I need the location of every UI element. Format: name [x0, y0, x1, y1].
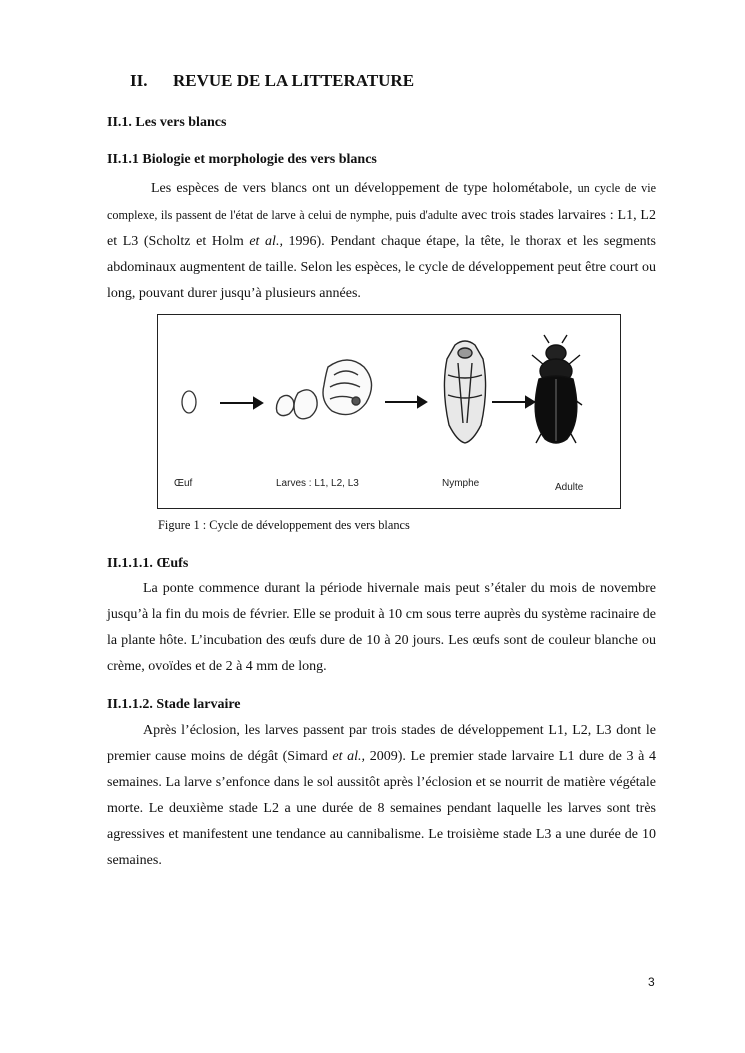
label-egg: Œuf: [174, 478, 193, 489]
egg-illustration: [182, 391, 196, 413]
chapter-title-text: REVUE DE LA LITTERATURE: [173, 71, 415, 90]
pupa-illustration: [444, 341, 485, 443]
section-heading-oeufs: II.1.1.1. Œufs: [107, 556, 189, 571]
paragraph-biologie: [107, 175, 656, 307]
label-larvae: Larves : L1, L2, L3: [276, 478, 359, 489]
paragraph-oeufs: [107, 576, 656, 680]
figure-lifecycle: [157, 314, 621, 509]
page-number: 3: [648, 975, 655, 989]
text-run: 2009). Le premier stade larvaire L1 dure de 3 à 4 semaines. La larve s’enfonce dans le sol aussitôt après l’éclosion et se nourrit de matière végétale morte. Le deuxième stade L2 a une durée de 8 semaines pendant laquelle les larves sont très agressives et manifestent une tendance au cannibalisme. Le troisième stade L3 a une durée de 10 semaines.: [107, 749, 657, 868]
lifecycle-illustration: [158, 315, 620, 508]
text-run: Après l’éclosion, les larves passent par trois stades de développement L1, L2, L3 dont le premier cause moins de dégât (Simard: [107, 723, 656, 764]
label-adult: Adulte: [555, 482, 584, 493]
text-run: 1996). Pendant chaque étape, la tête, le thorax et les segments abdominaux augmentent de taille. Selon les espèces, le cycle de développement peut être court ou long, pouvant durer jusqu’à plusieurs années.: [107, 234, 656, 301]
label-pupa: Nymphe: [442, 478, 480, 489]
citation-et-al: et al.,: [249, 234, 283, 249]
adult-beetle-illustration: [530, 335, 582, 443]
citation-et-al: et al.,: [332, 749, 366, 764]
text-run: avec trois stades larvaires : L1, L2 et L3 (Scholtz et Holm: [107, 208, 656, 249]
chapter-title: [130, 71, 414, 91]
section-heading-stade-larvaire: II.1.1.2. Stade larvaire: [107, 697, 241, 712]
chapter-number: II.: [130, 71, 148, 90]
paragraph-stade-larvaire: [107, 718, 656, 874]
section-heading-vers-blancs: II.1. Les vers blancs: [107, 115, 227, 130]
text-run: La ponte commence durant la période hivernale mais peut s’étaler du mois de novembre jusqu’à la fin du mois de février. Elle se produit à 10 cm sous terre auprès du système racinaire de la plante hôte. L’incubation des œufs dure de 10 à 20 jours. Les œufs sont de couleur blanche ou crème, ovoïdes et de 2 à 4 mm de long.: [107, 581, 656, 674]
text-run: Les espèces de vers blancs ont un développement de type holométabole,: [151, 181, 578, 196]
text-run-small: un cycle de vie complexe, ils passent de l'état de larve à celui de nymphe, puis d'adulte: [107, 181, 656, 222]
figure-caption: Figure 1 : Cycle de développement des vers blancs: [158, 518, 410, 532]
larvae-illustration: [276, 360, 371, 419]
section-heading-biologie: II.1.1 Biologie et morphologie des vers blancs: [107, 152, 377, 167]
